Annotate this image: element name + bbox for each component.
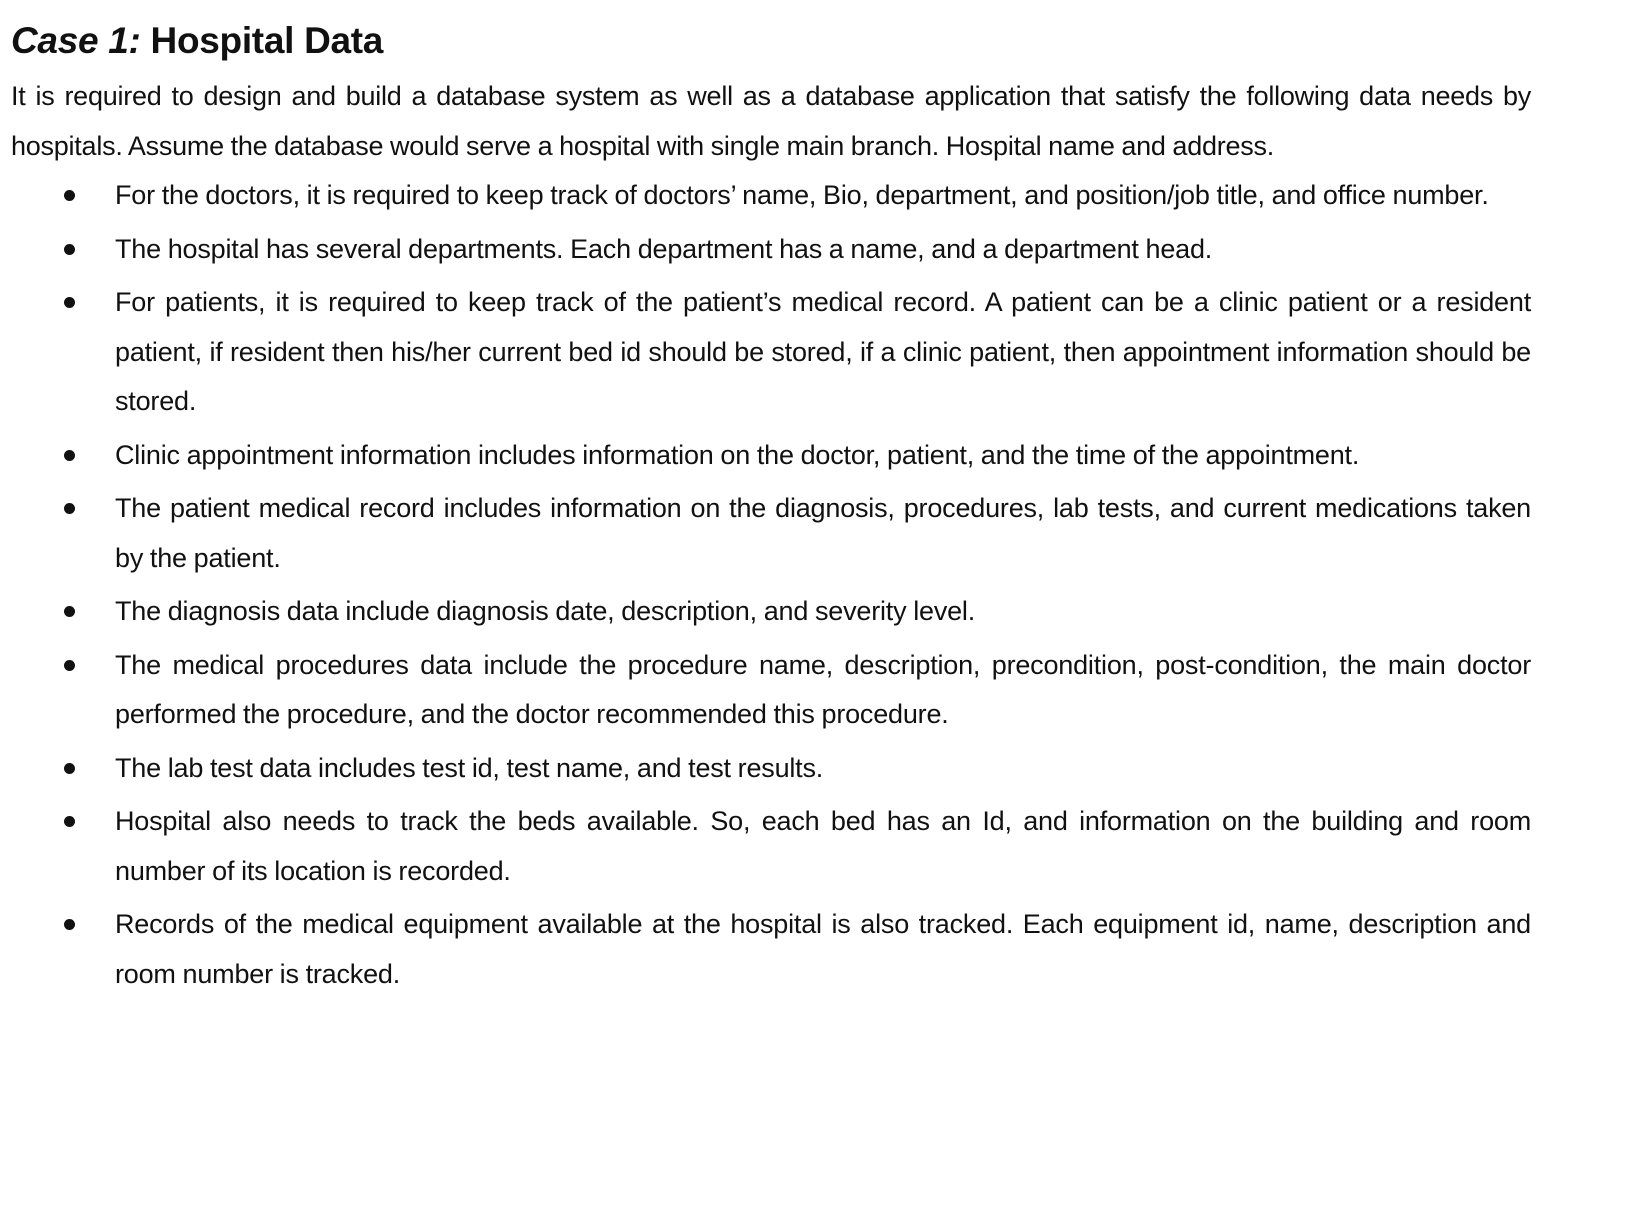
requirement-text: The lab test data includes test id, test name, and test results. — [115, 752, 824, 783]
bullet-icon — [64, 297, 75, 308]
requirement-text: For patients, it is required to keep track of the patient’s medical record. A patient can be a clinic patient or a resident patient, if resident then his/her current bed id should be stored, if a clinic patient, then appointment information should be stored. — [115, 287, 1531, 416]
requirement-item-appointments — [11, 431, 1531, 481]
requirement-text: The diagnosis data include diagnosis date, description, and severity level. — [115, 596, 976, 626]
bullet-icon — [64, 244, 75, 255]
requirement-item-beds — [11, 797, 1531, 896]
bullet-icon — [64, 606, 75, 617]
requirement-item-medical-record — [11, 484, 1531, 583]
bullet-icon — [64, 763, 75, 774]
case-title: Hospital Data — [140, 20, 384, 61]
requirement-item-diagnosis — [11, 587, 1531, 637]
requirement-text: The patient medical record includes information on the diagnosis, procedures, lab tests, and current medications taken by the patient. — [115, 493, 1531, 573]
requirement-text: Clinic appointment information includes information on the doctor, patient, and the time of the appointment. — [115, 439, 1360, 470]
document-title — [11, 14, 1531, 68]
requirement-item-procedures — [11, 641, 1531, 740]
requirement-text: For the doctors, it is required to keep track of doctors’ name, Bio, department, and position/job title, and office number. — [115, 180, 1489, 210]
bullet-icon — [64, 190, 75, 201]
bullet-icon — [64, 450, 75, 461]
bullet-icon — [64, 919, 75, 930]
requirement-text: The hospital has several departments. Each department has a name, and a department head. — [115, 233, 1213, 264]
requirement-item-lab-tests — [11, 744, 1531, 794]
requirement-item-departments — [11, 225, 1531, 275]
bullet-icon — [64, 503, 75, 514]
requirement-item-patients — [11, 278, 1531, 427]
bullet-icon — [64, 660, 75, 671]
requirement-text: Hospital also needs to track the beds available. So, each bed has an Id, and information on the building and room number of its location is recorded. — [115, 806, 1531, 886]
requirement-item-doctors — [11, 171, 1531, 221]
requirement-item-equipment — [11, 900, 1531, 999]
requirement-text: Records of the medical equipment available at the hospital is also tracked. Each equipment id, name, description and room number is tracked. — [115, 909, 1531, 989]
case-label: Case 1: — [11, 20, 141, 61]
bullet-icon — [64, 816, 75, 827]
document-page — [11, 14, 1531, 999]
intro-paragraph: It is required to design and build a database system as well as a database application that satisfy the following data needs by hospitals. Assume the database would serve a hospital with single main branch. Hospital name and address. — [11, 81, 1531, 161]
requirement-text: The medical procedures data include the procedure name, description, precondition, post-condition, the main doctor performed the procedure, and the doctor recommended this procedure. — [115, 649, 1531, 729]
requirements-list — [11, 171, 1531, 999]
